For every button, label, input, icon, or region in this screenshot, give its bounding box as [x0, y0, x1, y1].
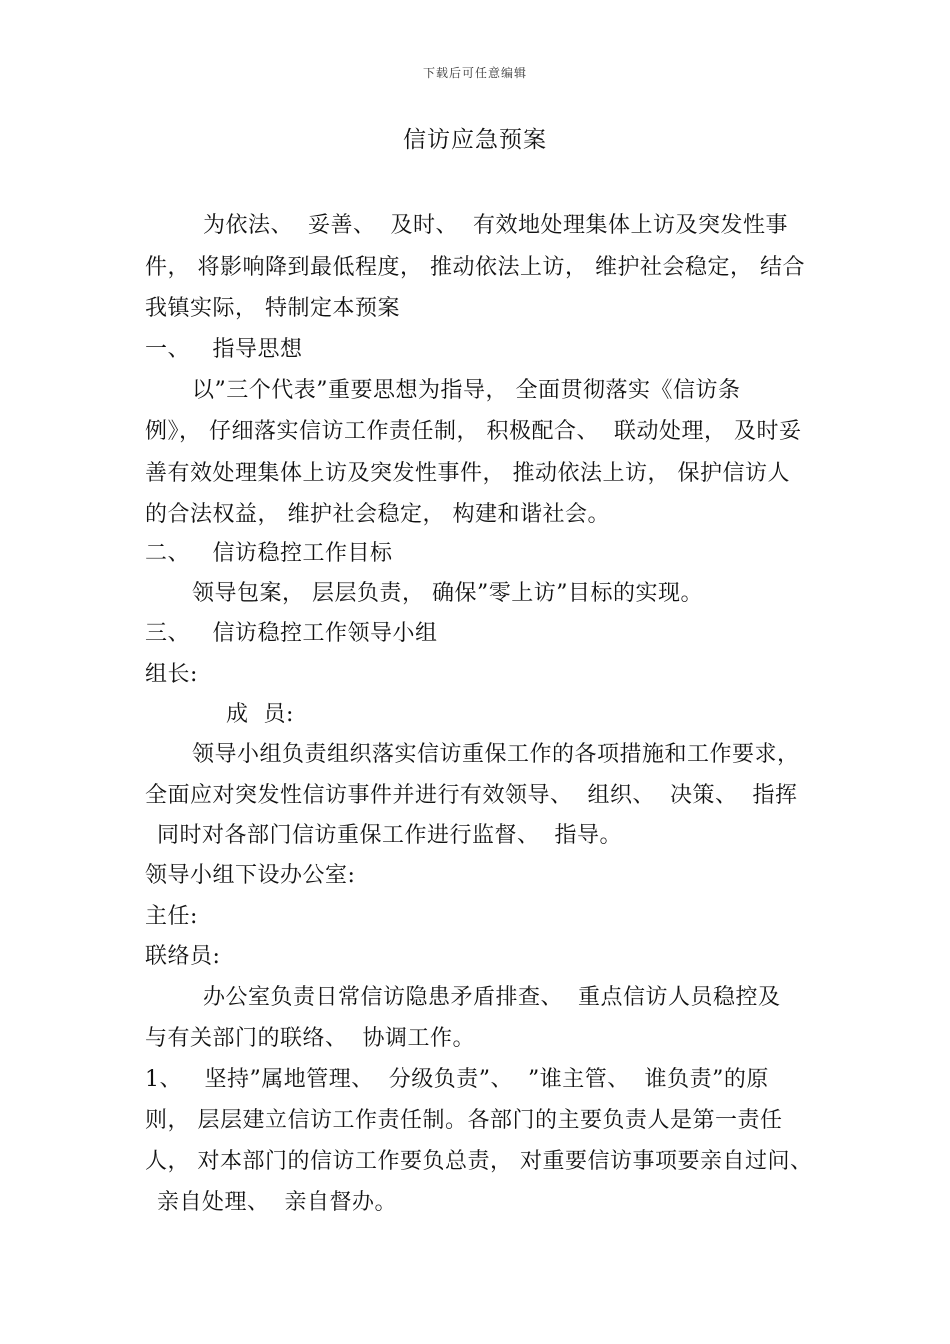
text-line: 1、 坚持”属地管理、 分级负责”、 ”谁主管、 谁负责”的原 [145, 1067, 769, 1092]
text-line: 例》， 仔细落实信访工作责任制， 积极配合、 联动处理， 及时妥 [145, 419, 802, 444]
text-line: 全面应对突发性信访事件并进行有效领导、 组织、 决策、 指挥 [145, 783, 798, 808]
text-line: 领导包案， 层层负责， 确保”零上访”目标的实现。 [192, 581, 703, 606]
text-line: 联络员: [145, 944, 221, 969]
section-heading: 二、 信访稳控工作目标 [145, 541, 393, 566]
text-line: 组长: [145, 662, 198, 687]
text-line: 领导小组下设办公室: [145, 863, 356, 888]
text-line: 领导小组负责组织落实信访重保工作的各项措施和工作要求， [192, 742, 800, 767]
text-line: 亲自处理、 亲自督办。 [157, 1190, 397, 1215]
header-note: 下载后可任意编辑 [422, 66, 527, 80]
text-line: 为依法、 妥善、 及时、 有效地处理集体上访及突发性事 [203, 213, 788, 238]
text-line: 件， 将影响降到最低程度， 推动依法上访， 维护社会稳定， 结合 [145, 255, 805, 280]
text-line: 的合法权益， 维护社会稳定， 构建和谐社会。 [145, 502, 610, 527]
text-line: 善有效处理集体上访及突发性事件， 推动依法上访， 保护信访人 [145, 461, 790, 486]
text-line: 同时对各部门信访重保工作进行监督、 指导。 [157, 823, 622, 848]
text-line: 则， 层层建立信访工作责任制。各部门的主要负责人是第一责任 [145, 1108, 783, 1133]
text-line: 与有关部门的联络、 协调工作。 [145, 1026, 475, 1051]
text-line: 以”三个代表”重要思想为指导， 全面贯彻落实《信访条 [192, 378, 741, 403]
section-heading: 三、 信访稳控工作领导小组 [145, 621, 438, 646]
text-line: 主任: [145, 904, 198, 929]
text-line: 人， 对本部门的信访工作要负总责， 对重要信访事项要亲自过问、 [145, 1149, 813, 1174]
text-line: 办公室负责日常信访隐患矛盾排查、 重点信访人员稳控及 [203, 985, 781, 1010]
text-line: 我镇实际， 特制定本预案 [145, 296, 400, 321]
document-title: 信访应急预案 [403, 127, 547, 153]
section-heading: 一、 指导思想 [145, 337, 303, 362]
text-line: 成 员: [226, 702, 294, 727]
